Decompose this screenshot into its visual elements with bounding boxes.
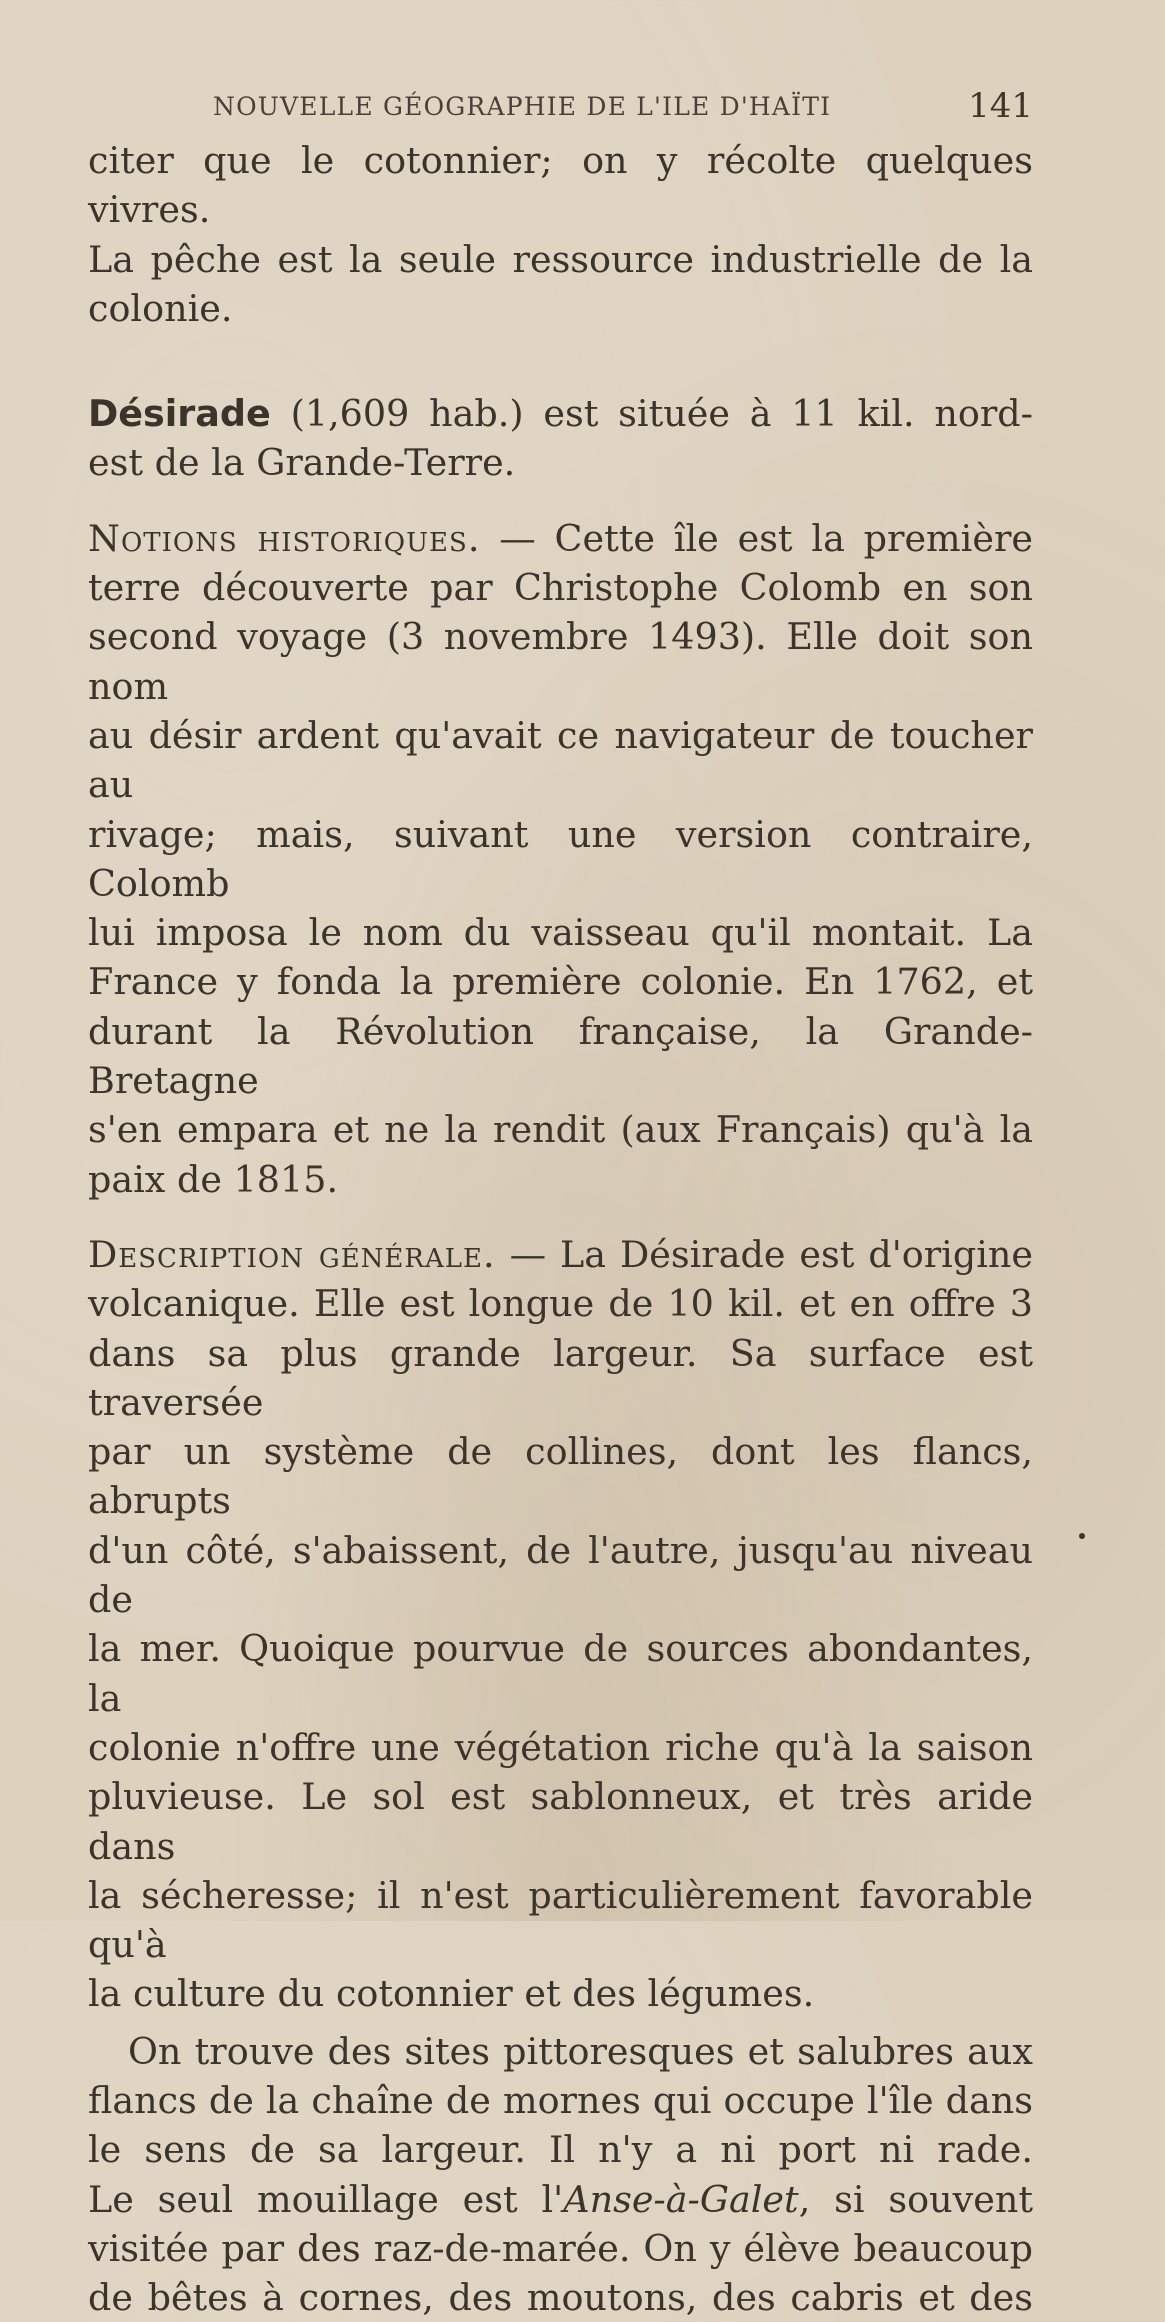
text-line: citer que le cotonnier; on y récolte quelques vivres. <box>88 139 1033 232</box>
text-line: rivage; mais, suivant une version contraire, Colomb <box>88 812 1033 905</box>
text-line: second voyage (3 novembre 1493). Elle doit son nom <box>88 615 1033 708</box>
text-line: s'en empara et ne la rendit (aux Français) qu'à la <box>88 1108 1033 1152</box>
text-line: France y fonda la première colonie. En 1762, et <box>88 960 1033 1004</box>
text-line: terre découverte par Christophe Colomb en son <box>88 566 1033 610</box>
text-line: durant la Révolution française, la Grande-Bretagne <box>88 1009 1033 1103</box>
text-line: de bêtes à cornes, des moutons, des cabris et des <box>88 2276 1033 2320</box>
text-line: visitée par des raz-de-marée. On y élève beaucoup <box>88 2226 1033 2270</box>
text-line: flancs de la chaîne de mornes qui occupe l'île dans <box>88 2078 1033 2122</box>
text-line: lui imposa le nom du vaisseau qu'il montait. La <box>88 911 1033 955</box>
sites-paragraph <box>88 2027 1033 2322</box>
text-line: volcanique. Elle est longue de 10 kil. et en offre 3 <box>88 1282 1033 1326</box>
continuation-paragraph <box>88 136 1033 333</box>
text-line: la mer. Quoique pourvue de sources abondantes, la <box>88 1627 1033 1720</box>
text-line: pluvieuse. Le sol est sablonneux, et très aride dans <box>88 1775 1033 1868</box>
text-line: le sens de sa largeur. Il n'y a ni port ni rade. <box>88 2128 1033 2172</box>
notions-historiques-paragraph <box>88 514 1033 1204</box>
desirade-paragraph <box>88 389 1033 488</box>
text-line: est de la Grande-Terre. <box>88 441 516 485</box>
text-line: colonie n'offre une végétation riche qu'à la saison <box>88 1725 1033 1769</box>
text-line: La pêche est la seule ressource industrielle de la <box>88 237 1033 281</box>
entry-title: Désirade <box>88 392 271 436</box>
text-line: paix de 1815. <box>88 1157 339 1201</box>
page-number: 141 <box>968 86 1033 126</box>
text-line: colonie. <box>88 286 233 330</box>
description-generale-paragraph <box>88 1230 1033 2019</box>
text-line: Notions historiques. — Cette île est la première <box>88 516 1033 560</box>
page-header <box>88 80 1033 136</box>
text-line: par un système de collines, dont les flancs, abrupts <box>88 1430 1033 1523</box>
place-name: Anse-à-Galet <box>563 2177 799 2221</box>
text-line: la culture du cotonnier et des légumes. <box>88 1972 815 2016</box>
text-line: au désir ardent qu'avait ce navigateur de toucher au <box>88 713 1033 807</box>
text-line: dans sa plus grande largeur. Sa surface est traversée <box>88 1331 1033 1424</box>
text-line: On trouve des sites pittoresques et salubres aux <box>128 2029 1033 2073</box>
section-heading: Description générale. <box>88 1232 496 1276</box>
text-line: Désirade (1,609 hab.) est située à 11 kil. nord- <box>88 392 1033 436</box>
text-line: d'un côté, s'abaissent, de l'autre, jusqu'au niveau de <box>88 1528 1033 1622</box>
text-line: Le seul mouillage est l'Anse-à-Galet, si souvent <box>88 2177 1033 2221</box>
book-page <box>88 80 1033 2322</box>
ink-speck <box>1079 1533 1085 1539</box>
section-heading: Notions historiques. <box>88 516 481 560</box>
running-head: NOUVELLE GÉOGRAPHIE DE L'ILE D'HAÏTI <box>213 92 832 121</box>
text-line: la sécheresse; il n'est particulièrement favorable qu'à <box>88 1873 1033 1967</box>
text-line: Description générale. — La Désirade est d'origine <box>88 1232 1033 1276</box>
